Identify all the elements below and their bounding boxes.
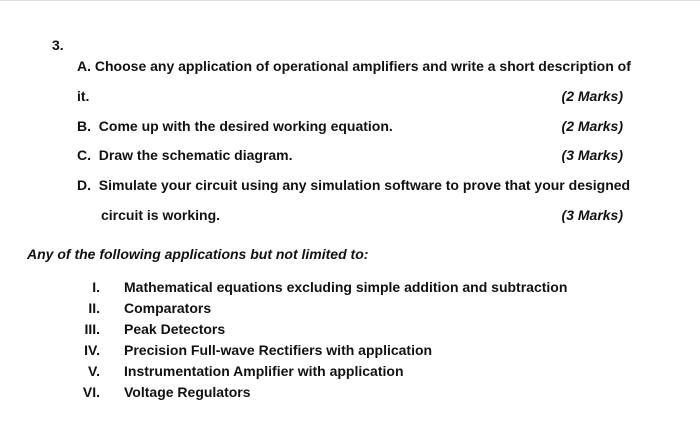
part-a-text: Choose any application of operational amplifiers and write a short description of <box>94 58 631 74</box>
app-numeral: IV. <box>84 342 100 358</box>
part-a-label: A. <box>77 58 91 74</box>
part-a-text-line1 <box>77 58 631 74</box>
part-c <box>77 147 293 163</box>
part-c-label: C. <box>77 147 91 163</box>
app-item: Voltage Regulators <box>124 384 251 400</box>
part-d-label: D. <box>77 177 91 193</box>
part-a-marks: (2 Marks) <box>561 88 623 104</box>
part-b <box>77 118 393 134</box>
app-numeral: VI. <box>82 384 100 400</box>
app-item: Precision Full-wave Rectifiers with application <box>124 342 433 358</box>
app-item: Mathematical equations excluding simple addition and subtraction <box>124 279 568 295</box>
question-number: 3. <box>52 37 64 53</box>
app-item: Instrumentation Amplifier with application <box>124 363 404 379</box>
part-d-line2: circuit is working. <box>101 207 221 223</box>
applications-heading: Any of the following applications but not limited to: <box>27 246 369 262</box>
part-b-label: B. <box>77 118 91 134</box>
part-d-line1 <box>77 177 630 193</box>
part-d-marks: (3 Marks) <box>561 207 623 223</box>
app-numeral: II. <box>88 300 100 316</box>
part-a-text-line2: it. <box>77 88 90 104</box>
app-item: Peak Detectors <box>124 321 226 337</box>
page-top-border <box>0 0 700 1</box>
app-numeral: V. <box>88 363 100 379</box>
part-c-marks: (3 Marks) <box>561 147 623 163</box>
part-b-marks: (2 Marks) <box>561 118 623 134</box>
app-numeral: III. <box>84 321 100 337</box>
part-c-text: Draw the schematic diagram. <box>98 147 293 163</box>
part-d-text: Simulate your circuit using any simulation software to prove that your designed <box>98 177 631 193</box>
app-item: Comparators <box>124 300 212 316</box>
part-b-text: Come up with the desired working equation. <box>98 118 393 134</box>
app-numeral: I. <box>92 279 100 295</box>
